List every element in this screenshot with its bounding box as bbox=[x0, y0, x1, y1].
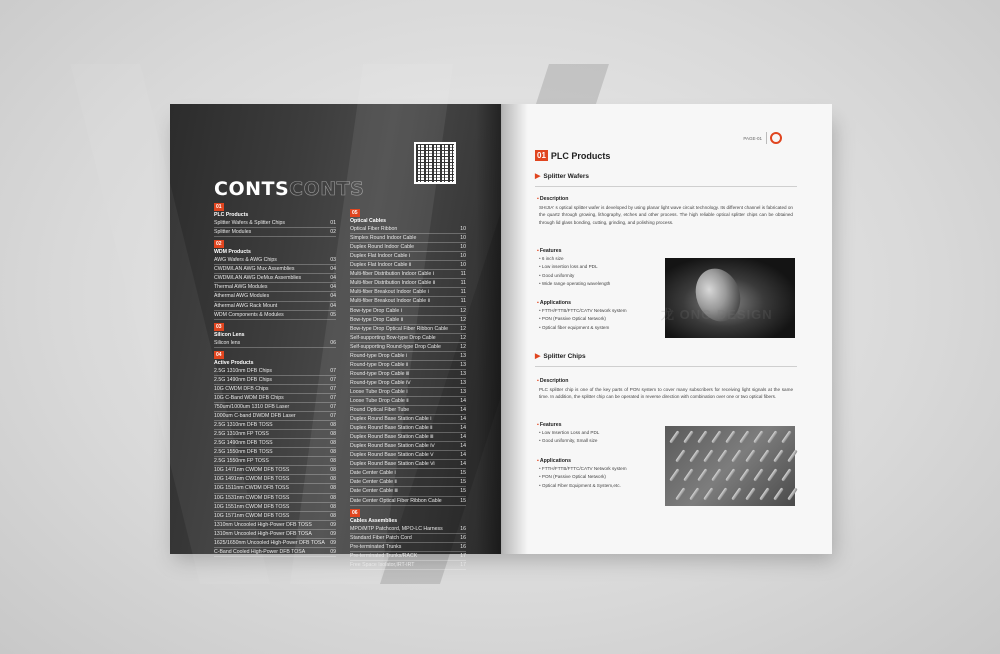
toc-section-title: Cables Assemblies bbox=[350, 517, 398, 524]
chip-shape bbox=[703, 487, 713, 500]
applications-list bbox=[539, 465, 627, 490]
toc-entry-label: 10G 1531nm CWDM DFB TOSS bbox=[214, 494, 290, 501]
toc-entry-page: 14 bbox=[460, 416, 466, 423]
toc-entry[interactable] bbox=[350, 424, 466, 433]
toc-entry-page: 10 bbox=[460, 244, 466, 251]
chip-shape bbox=[669, 468, 679, 481]
toc-entry-page: 08 bbox=[330, 449, 336, 456]
toc-entry-label: 10G 1551nm CWDM DFB TOSS bbox=[214, 503, 290, 510]
list-item: • FTTH/FTTB/FTTC/CATV Network system bbox=[539, 465, 627, 473]
chip-shape bbox=[703, 449, 713, 462]
toc-entry-page: 17 bbox=[460, 552, 466, 559]
toc-entry-label: 1310nm Uncooled High-Power DFB TOSS bbox=[214, 521, 312, 528]
toc-entry[interactable] bbox=[350, 379, 466, 388]
chip-shape bbox=[683, 468, 693, 481]
toc-entry[interactable] bbox=[214, 367, 336, 376]
toc-entry-label: Duplex Round Base Station Cable Ⅳ bbox=[350, 443, 435, 450]
features-list bbox=[539, 255, 610, 289]
book-spine bbox=[476, 104, 528, 554]
contents-title: CONTSCONTS bbox=[214, 178, 365, 200]
description-text: PLC splitter chip is one of the key parts of PON system to cover many subscribers for receiving light signals at the same time. In addition, the splitter chip can be operated in reverse direction with combination over one or two optical fibers. bbox=[539, 387, 793, 400]
toc-entry-label: Multi-fiber Breakout Indoor Cable Ⅱ bbox=[350, 298, 431, 305]
toc-entry-page: 15 bbox=[460, 488, 466, 495]
toc-entry[interactable] bbox=[214, 448, 336, 457]
toc-entry-page: 07 bbox=[330, 413, 336, 420]
toc-entry-label: 1310nm Uncooled High-Power DFB TOSA bbox=[214, 530, 312, 537]
toc-entry[interactable] bbox=[214, 466, 336, 475]
features-heading: ▪Features bbox=[537, 248, 562, 254]
toc-entry-page: 09 bbox=[330, 521, 336, 528]
chip-shape bbox=[725, 430, 735, 443]
toc-entry-label: 2.5G 1310nm DFB Chips bbox=[214, 367, 272, 374]
toc-entry-label: Multi-fiber Distribution Indoor Cable Ⅱ bbox=[350, 280, 436, 287]
chip-shape bbox=[717, 487, 727, 500]
toc-entry-label: Date Center Cable Ⅲ bbox=[350, 488, 398, 495]
toc-entry-label: Duplex Round Base Station Cable Ⅰ bbox=[350, 416, 432, 423]
toc-entry-label: Bow-type Drop Cable Ⅰ bbox=[350, 307, 403, 314]
toc-entry-page: 14 bbox=[460, 425, 466, 432]
toc-entry[interactable] bbox=[350, 561, 466, 570]
toc-entry[interactable] bbox=[350, 388, 466, 397]
chip-shape bbox=[745, 449, 755, 462]
toc-entry-label: 750um/1000um 1310 DFB Laser bbox=[214, 404, 290, 411]
applications-heading: ▪Applications bbox=[537, 300, 571, 306]
toc-entry-page: 14 bbox=[460, 443, 466, 450]
toc-entry-label: Duplex Round Indoor Cable bbox=[350, 244, 415, 251]
toc-entry[interactable] bbox=[214, 385, 336, 394]
toc-entry-page: 11 bbox=[460, 280, 466, 287]
description-heading: ▪Description bbox=[537, 378, 569, 384]
toc-entry-page: 08 bbox=[330, 494, 336, 501]
toc-entry-label: 2.5G 1550nm DFB TOSS bbox=[214, 449, 273, 456]
chips-photo bbox=[665, 426, 795, 506]
toc-entry[interactable] bbox=[350, 270, 466, 279]
description-text: SHIJIA' s optical splitter wafer is developed by using planar light wave circuit technology. Its different channel is fabricated on the quartz through growing, lithography, etches and other process. The high reliable optical splitter chips can be obtained through lid glass bonding, cutting, grinding, and polishing process. bbox=[539, 205, 793, 225]
toc-entry-page: 15 bbox=[460, 479, 466, 486]
toc-entry[interactable] bbox=[214, 484, 336, 493]
toc-entry[interactable] bbox=[214, 521, 336, 530]
toc-entry-page: 02 bbox=[330, 229, 336, 236]
toc-section-title: Optical Cables bbox=[350, 218, 387, 225]
toc-entry-page: 07 bbox=[330, 376, 336, 383]
subsection-heading: ▶ Splitter Chips bbox=[535, 352, 586, 360]
list-item: • PON (Passive Optical Network) bbox=[539, 315, 627, 323]
chip-shape bbox=[697, 430, 707, 443]
toc-entry-page: 11 bbox=[460, 298, 466, 305]
toc-entry[interactable] bbox=[350, 442, 466, 451]
toc-entry-page: 08 bbox=[330, 422, 336, 429]
toc-entry[interactable] bbox=[214, 503, 336, 512]
toc-entry-label: Splitter Modules bbox=[214, 229, 252, 236]
open-brochure bbox=[170, 104, 832, 568]
toc-entry-label: WDM Components & Modules bbox=[214, 311, 284, 318]
toc-entry-label: Duplex Round Base Station Cable Ⅴ bbox=[350, 452, 434, 459]
toc-entry[interactable] bbox=[350, 334, 466, 343]
arrow-icon: ▶ bbox=[535, 173, 541, 180]
toc-entry-page: 13 bbox=[460, 352, 466, 359]
chip-shape bbox=[781, 468, 791, 481]
toc-entry-label: 2.5G 1490nm DFB Chips bbox=[214, 376, 272, 383]
toc-entry-page: 10 bbox=[460, 262, 466, 269]
toc-entry[interactable] bbox=[350, 469, 466, 478]
toc-section-title: Silicon Lens bbox=[214, 331, 245, 338]
toc-entry-page: 14 bbox=[460, 397, 466, 404]
toc-entry-page: 07 bbox=[330, 385, 336, 392]
chip-shape bbox=[753, 468, 763, 481]
toc-entry-label: Multi-fiber Distribution Indoor Cable Ⅰ bbox=[350, 271, 435, 278]
toc-entry-label: C-Band Cooled High-Power DFB TOSA bbox=[214, 548, 306, 555]
toc-entry[interactable] bbox=[350, 433, 466, 442]
toc-entry-page: 08 bbox=[330, 503, 336, 510]
toc-entry[interactable] bbox=[214, 394, 336, 403]
toc-entry[interactable] bbox=[350, 297, 466, 306]
list-item: • FTTH/FTTB/FTTC/CATV Network system bbox=[539, 307, 627, 315]
toc-entry-page: 10 bbox=[460, 235, 466, 242]
toc-entry[interactable] bbox=[214, 376, 336, 385]
toc-entry-page: 07 bbox=[330, 367, 336, 374]
toc-entry-page: 13 bbox=[460, 379, 466, 386]
divider bbox=[535, 366, 797, 367]
contents-page bbox=[170, 104, 501, 568]
toc-entry-label: Self-supporting Round-type Drop Cable bbox=[350, 343, 441, 350]
toc-entry-label: Round-type Drop Cable Ⅳ bbox=[350, 379, 411, 386]
toc-entry-page: 01 bbox=[330, 220, 336, 227]
chip-shape bbox=[739, 430, 749, 443]
toc-entry-page: 04 bbox=[330, 284, 336, 291]
toc-entry-page: 11 bbox=[460, 271, 466, 278]
list-item: • Optical Fiber Equipment & System,etc. bbox=[539, 482, 627, 490]
chip-shape bbox=[711, 468, 721, 481]
toc-entry-label: Silicon lens bbox=[214, 339, 241, 346]
toc-entry-label: Date Center Optical Fiber Ribbon Cable bbox=[350, 497, 442, 504]
toc-entry[interactable] bbox=[214, 512, 336, 521]
toc-entry-page: 04 bbox=[330, 275, 336, 282]
toc-entry[interactable] bbox=[214, 256, 336, 265]
toc-entry-label: 2.5G 1490nm DFB TOSS bbox=[214, 440, 273, 447]
toc-entry-page: 10 bbox=[460, 253, 466, 260]
description-heading: ▪Description bbox=[537, 196, 569, 202]
applications-list bbox=[539, 307, 627, 332]
toc-entry[interactable] bbox=[350, 451, 466, 460]
page-number: PAGE-01 bbox=[743, 136, 762, 141]
section-number: 01 bbox=[537, 151, 546, 160]
section-title bbox=[535, 150, 610, 161]
toc-entry-page: 07 bbox=[330, 404, 336, 411]
toc-entry[interactable] bbox=[350, 352, 466, 361]
toc-entry[interactable] bbox=[350, 325, 466, 334]
toc-entry[interactable] bbox=[214, 439, 336, 448]
toc-entry-label: 2.5G 1310nm FP TOSS bbox=[214, 431, 269, 438]
chip-shape bbox=[781, 430, 791, 443]
toc-section-number: 04 bbox=[216, 351, 222, 358]
toc-entry-page: 04 bbox=[330, 302, 336, 309]
chip-shape bbox=[773, 449, 783, 462]
toc-entry-page: 08 bbox=[330, 467, 336, 474]
toc-section-number: 01 bbox=[216, 204, 222, 210]
toc-entry-label: Duplex Flat Indoor Cable Ⅱ bbox=[350, 262, 412, 269]
toc-entry-page: 08 bbox=[330, 485, 336, 492]
chip-shape bbox=[739, 468, 749, 481]
toc-entry[interactable] bbox=[214, 311, 336, 320]
toc-entry[interactable] bbox=[214, 274, 336, 283]
toc-entry-label: Athermal AWG Rack Mount bbox=[214, 302, 278, 309]
toc-entry-label: Self-supporting Bow-type Drop Cable bbox=[350, 334, 436, 341]
toc-entry[interactable] bbox=[214, 412, 336, 421]
toc-entry-page: 06 bbox=[330, 339, 336, 346]
toc-entry[interactable] bbox=[214, 548, 336, 557]
toc-entry-label: 10G 1511nm CWDM DFB TOSS bbox=[214, 485, 289, 492]
applications-heading: ▪Applications bbox=[537, 458, 571, 464]
chip-shape bbox=[711, 430, 721, 443]
toc-entry-label: Loose Tube Drop Cable Ⅱ bbox=[350, 397, 409, 404]
chip-shape bbox=[773, 487, 783, 500]
toc-entry-label: Duplex Round Base Station Cable Ⅵ bbox=[350, 461, 435, 468]
chip-shape bbox=[675, 487, 685, 500]
toc-entry-page: 07 bbox=[330, 394, 336, 401]
toc-entry[interactable] bbox=[214, 283, 336, 292]
chip-shape bbox=[689, 449, 699, 462]
chip-shape bbox=[725, 468, 735, 481]
chip-shape bbox=[745, 487, 755, 500]
toc-entry-label: Splitter Wafers & Splitter Chips bbox=[214, 220, 286, 227]
toc-entry-label: Standard Fiber Patch Cord bbox=[350, 534, 412, 541]
list-item: • Wide range operating wavelength bbox=[539, 280, 610, 288]
toc-entry[interactable] bbox=[350, 370, 466, 379]
chip-shape bbox=[731, 449, 741, 462]
toc-entry-page: 15 bbox=[460, 470, 466, 477]
chip-shape bbox=[787, 487, 797, 500]
toc-entry-page: 12 bbox=[460, 325, 466, 332]
toc-column-1 bbox=[214, 200, 336, 557]
toc-entry[interactable] bbox=[350, 460, 466, 469]
toc-entry-page: 08 bbox=[330, 512, 336, 519]
list-item: • Optical fiber equipment & system bbox=[539, 324, 627, 332]
toc-entry-page: 14 bbox=[460, 452, 466, 459]
chip-shape bbox=[717, 449, 727, 462]
toc-entry-page: 12 bbox=[460, 307, 466, 314]
toc-entry[interactable] bbox=[214, 475, 336, 484]
toc-entry-label: 10G 1471nm CWDM DFB TOSS bbox=[214, 467, 290, 474]
toc-section-title: PLC Products bbox=[214, 212, 249, 219]
chip-shape bbox=[675, 449, 685, 462]
toc-section-title: WDM Products bbox=[214, 249, 251, 256]
toc-entry-page: 14 bbox=[460, 434, 466, 441]
toc-entry-label: 1625/1650nm Uncooled High-Power DFB TOSA bbox=[214, 539, 325, 546]
toc-entry[interactable] bbox=[214, 539, 336, 548]
toc-entry[interactable] bbox=[350, 307, 466, 316]
toc-entry-label: Free Space Isolator,IRT-IRT bbox=[350, 561, 415, 568]
toc-entry[interactable] bbox=[350, 243, 466, 252]
chip-shape bbox=[697, 468, 707, 481]
toc-entry-page: 12 bbox=[460, 343, 466, 350]
toc-entry-page: 09 bbox=[330, 530, 336, 537]
arrow-icon: ▶ bbox=[535, 353, 541, 360]
toc-entry-page: 08 bbox=[330, 431, 336, 438]
toc-entry-page: 03 bbox=[330, 257, 336, 264]
watermark: 龙 ONG DESIGN bbox=[661, 307, 773, 322]
toc-entry-label: 10G CWDM DFB Chips bbox=[214, 385, 269, 392]
toc-entry-page: 14 bbox=[460, 407, 466, 414]
list-item: • Low Insertion Loss and PDL bbox=[539, 429, 599, 437]
toc-entry-label: Date Center Cable Ⅰ bbox=[350, 470, 396, 477]
toc-entry-page: 17 bbox=[460, 561, 466, 568]
toc-entry[interactable] bbox=[350, 478, 466, 487]
toc-entry-label: Duplex Round Base Station Cable Ⅲ bbox=[350, 434, 434, 441]
toc-entry[interactable] bbox=[350, 316, 466, 325]
toc-section-number: 02 bbox=[216, 241, 222, 248]
chip-shape bbox=[787, 449, 797, 462]
toc-section-number: 06 bbox=[352, 509, 358, 516]
toc-entry[interactable] bbox=[214, 494, 336, 503]
subsection-heading: ▶ Splitter Wafers bbox=[535, 172, 590, 180]
chip-shape bbox=[683, 430, 693, 443]
divider bbox=[535, 186, 797, 187]
toc-entry-page: 10 bbox=[460, 226, 466, 233]
chip-shape bbox=[753, 430, 763, 443]
toc-entry-label: Duplex Flat Indoor Cable Ⅰ bbox=[350, 253, 411, 260]
toc-entry-label: Date Center Cable Ⅱ bbox=[350, 479, 397, 486]
toc-entry-label: Bow-type Drop Cable Ⅱ bbox=[350, 316, 404, 323]
toc-entry-page: 15 bbox=[460, 497, 466, 504]
list-item: • Good uniformity, Small size bbox=[539, 437, 599, 445]
toc-entry-label: CWDM/LAN AWG DeMux Assemblies bbox=[214, 275, 302, 282]
chip-shape bbox=[669, 430, 679, 443]
toc-entry[interactable] bbox=[214, 421, 336, 430]
toc-entry-page: 09 bbox=[330, 548, 336, 555]
qr-code bbox=[414, 142, 456, 184]
divider bbox=[766, 132, 767, 144]
toc-entry[interactable] bbox=[214, 403, 336, 412]
toc-entry-page: 08 bbox=[330, 476, 336, 483]
toc-entry-page: 13 bbox=[460, 361, 466, 368]
chip-shape bbox=[759, 449, 769, 462]
list-item: • PON (Passive Optical Network) bbox=[539, 473, 627, 481]
toc-entry-label: Bow-type Drop Optical Fiber Ribbon Cable bbox=[350, 325, 449, 332]
chip-shape bbox=[689, 487, 699, 500]
toc-entry-page: 16 bbox=[460, 534, 466, 541]
toc-entry[interactable] bbox=[214, 228, 336, 237]
toc-entry[interactable] bbox=[350, 288, 466, 297]
toc-entry[interactable] bbox=[214, 302, 336, 311]
toc-entry-page: 12 bbox=[460, 334, 466, 341]
toc-entry-label: CWDM/LAN AWG Mux Assemblies bbox=[214, 266, 295, 273]
toc-entry[interactable] bbox=[350, 525, 466, 534]
toc-entry-label: Round-type Drop Cable Ⅱ bbox=[350, 361, 409, 368]
toc-entry[interactable] bbox=[350, 252, 466, 261]
toc-column-2 bbox=[350, 206, 466, 570]
list-item: • Low insertion loss and PDL bbox=[539, 263, 610, 271]
toc-entry[interactable] bbox=[350, 279, 466, 288]
toc-entry[interactable] bbox=[350, 343, 466, 352]
toc-entry[interactable] bbox=[350, 361, 466, 370]
toc-entry[interactable] bbox=[350, 497, 466, 506]
list-item: • 6 inch size bbox=[539, 255, 610, 263]
features-list bbox=[539, 429, 599, 446]
toc-entry-label: Duplex Round Base Station Cable Ⅱ bbox=[350, 425, 433, 432]
toc-entry[interactable] bbox=[350, 234, 466, 243]
toc-entry[interactable] bbox=[350, 397, 466, 406]
toc-section-number: 05 bbox=[352, 210, 358, 216]
toc-entry-label: Multi-fiber Breakout Indoor Cable Ⅰ bbox=[350, 289, 430, 296]
toc-entry-label: 1000um C-band DWDM DFB Laser bbox=[214, 413, 296, 420]
chip-shape bbox=[731, 487, 741, 500]
toc-entry-label: AWG Wafers & AWG Chips bbox=[214, 257, 277, 264]
toc-entry[interactable] bbox=[214, 292, 336, 301]
toc-entry[interactable] bbox=[350, 552, 466, 561]
toc-entry[interactable] bbox=[214, 265, 336, 274]
toc-entry[interactable] bbox=[214, 530, 336, 539]
toc-entry[interactable] bbox=[214, 339, 336, 348]
toc-entry-label: 10G 1491nm CWDM DFB TOSS bbox=[214, 476, 290, 483]
toc-entry-page: 16 bbox=[460, 525, 466, 532]
toc-entry-page: 08 bbox=[330, 458, 336, 465]
toc-entry-page: 14 bbox=[460, 461, 466, 468]
toc-entry[interactable] bbox=[350, 406, 466, 415]
toc-entry-label: Pre-terminated Trunks bbox=[350, 543, 402, 550]
toc-entry-page: 08 bbox=[330, 440, 336, 447]
toc-entry-page: 09 bbox=[330, 539, 336, 546]
toc-entry-page: 13 bbox=[460, 370, 466, 377]
toc-entry-page: 04 bbox=[330, 293, 336, 300]
toc-entry-label: Pre-terminated Trunks/RACK bbox=[350, 552, 418, 559]
toc-entry-label: Round-type Drop Cable Ⅰ bbox=[350, 352, 408, 359]
toc-entry-page: 12 bbox=[460, 316, 466, 323]
chip-shape bbox=[759, 487, 769, 500]
toc-entry-label: Loose Tube Drop Cable Ⅰ bbox=[350, 388, 408, 395]
toc-entry[interactable] bbox=[350, 261, 466, 270]
features-heading: ▪Features bbox=[537, 422, 562, 428]
toc-entry-label: 2.5G 1550nm FP TOSS bbox=[214, 458, 269, 465]
toc-entry-label: Round-type Drop Cable Ⅲ bbox=[350, 370, 410, 377]
toc-entry-page: 04 bbox=[330, 266, 336, 273]
toc-entry-label: Simplex Round Indoor Cable bbox=[350, 235, 417, 242]
toc-entry-page: 16 bbox=[460, 543, 466, 550]
toc-entry[interactable] bbox=[214, 219, 336, 228]
toc-section-title: Active Products bbox=[214, 359, 254, 366]
brand-logo-icon bbox=[770, 132, 782, 144]
toc-entry[interactable] bbox=[350, 487, 466, 496]
toc-entry-label: 10G 1571nm CWDM DFB TOSS bbox=[214, 512, 290, 519]
toc-entry-label: MPO/MTP Patchcord, MPO-LC Harness bbox=[350, 525, 443, 532]
toc-entry[interactable] bbox=[350, 543, 466, 552]
section-name: PLC Products bbox=[550, 150, 611, 161]
toc-entry-page: 13 bbox=[460, 388, 466, 395]
chip-shape bbox=[767, 468, 777, 481]
toc-entry-label: Athermal AWG Modules bbox=[214, 293, 270, 300]
toc-entry-label: 2.5G 1310nm DFB TOSS bbox=[214, 422, 273, 429]
toc-entry[interactable] bbox=[350, 415, 466, 424]
toc-entry[interactable] bbox=[214, 457, 336, 466]
toc-entry[interactable] bbox=[214, 430, 336, 439]
toc-entry-page: 11 bbox=[460, 289, 466, 296]
toc-entry-label: Optical Fiber Ribbon bbox=[350, 226, 398, 233]
product-page bbox=[501, 104, 832, 554]
chip-shape bbox=[767, 430, 777, 443]
toc-entry[interactable] bbox=[350, 534, 466, 543]
toc-entry-page: 05 bbox=[330, 311, 336, 318]
wafer-photo bbox=[665, 258, 795, 338]
toc-section-number: 03 bbox=[216, 323, 222, 330]
toc-entry-label: Round Optical Fiber Tube bbox=[350, 407, 410, 414]
toc-entry-label: Thermal AWG Modules bbox=[214, 284, 268, 291]
toc-entry[interactable] bbox=[350, 225, 466, 234]
toc-entry-label: 10G C-Band WDM DFB Chips bbox=[214, 394, 284, 401]
list-item: • Good uniformity bbox=[539, 272, 610, 280]
